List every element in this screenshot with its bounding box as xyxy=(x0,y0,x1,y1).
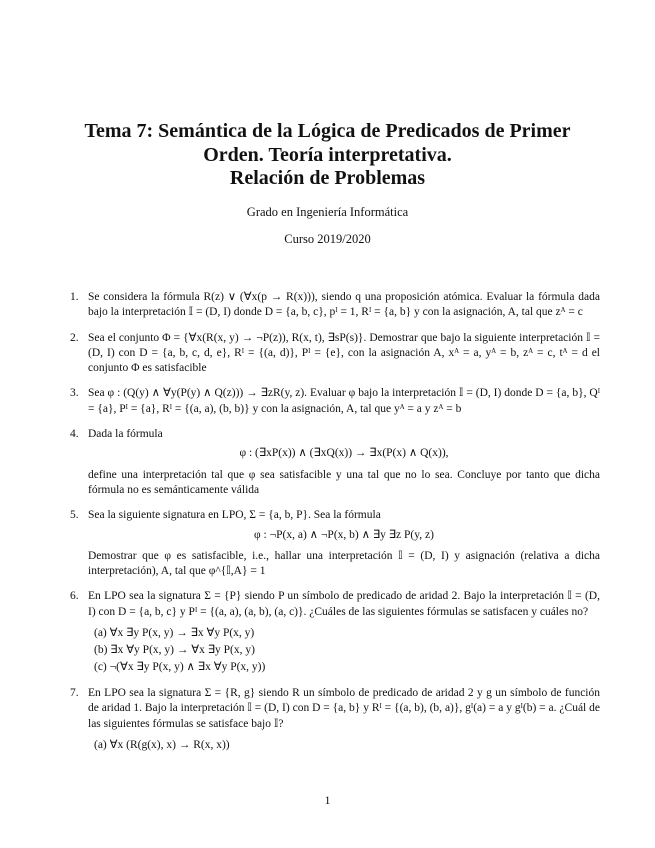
problem-list xyxy=(70,290,600,764)
option-item xyxy=(94,625,600,642)
problem-text-after: Demostrar que φ es satisfacible, i.e., hallar una interpretación 𝕀 = (D, I) y asignación (relativa a dicha interpretación), A, tal que φ^{𝕀,A} = 1 xyxy=(88,549,600,578)
option-list xyxy=(88,625,600,676)
problem-text: Dada la fórmula xyxy=(88,428,163,441)
problem-number: 5. xyxy=(70,509,79,522)
title-line-3: Relación de Problemas xyxy=(229,167,426,189)
option-text: ∀x ∃y P(x, y) → ∃x ∀y P(x, y) xyxy=(109,627,255,640)
problem-text-after: define una interpretación tal que φ sea satisfacible y una tal que no lo sea. Concluye por tanto que dicha fórmula no es semánticamente válida xyxy=(88,468,600,496)
option-label: (a) xyxy=(94,738,107,751)
problem-text: Se considera la fórmula R(z) ∨ (∀x(p → R(x))), siendo q una proposición atómica. Evaluar la fórmula dada bajo la interpretación 𝕀 = (D, I) donde D = {a, b, c}, pᴵ = 1, Rᴵ = {a, b} y con la asignación, A, tal que zᴬ = c xyxy=(88,291,600,319)
option-list xyxy=(88,737,600,754)
problem-5 xyxy=(70,508,600,579)
option-label: (a) xyxy=(94,627,107,640)
problem-number: 1. xyxy=(70,291,79,303)
title-line-2: Orden. Teoría interpretativa. xyxy=(203,143,452,166)
problem-6 xyxy=(70,589,600,676)
course-year: Curso 2019/2020 xyxy=(284,232,371,246)
problem-text: Sea el conjunto Φ = {∀x(R(x, y) → ¬P(z)), R(x, t), ∃sP(s)}. Demostrar que bajo la siguiente interpretación 𝕀 = (D, I) con D = {a, b, c, d, e}, Rᴵ = {(a, d)}, Pᴵ = {e}, con la asignación A, xᴬ = a, yᴬ = b, zᴬ = c, tᴬ = d el conjunto Φ es satisfacible xyxy=(88,331,600,375)
problem-text: En LPO sea la signatura Σ = {P} siendo P un símbolo de predicado de aridad 2. Bajo la interpretación 𝕀 = (D, I) con D = {a, b, c} y Pᴵ = {(a, a), (a, b), (a, c)}. ¿Cuáles de las siguientes fórmulas se satisfacen y cuáles no? xyxy=(88,590,600,618)
option-text: ∀x (R(g(x), x) → R(x, x)) xyxy=(109,738,230,751)
problem-1 xyxy=(70,290,600,321)
problem-number: 3. xyxy=(70,387,79,400)
problem-number: 2. xyxy=(70,331,79,344)
problem-3 xyxy=(70,386,600,417)
option-item xyxy=(94,659,600,676)
problem-text: En LPO sea la signatura Σ = {R, g} siendo R un símbolo de predicado de aridad 2 y g un símbolo de función de aridad 1. Bajo la interpretación 𝕀 = (D, I) con D = {a, b} y Rᴵ = {(a, b), (b, a)}, gᴵ(a) = a y gᴵ(b) = a. ¿Cuál de las siguientes fórmulas se satisface bajo 𝕀? xyxy=(88,687,600,730)
option-label: (c) xyxy=(94,661,107,674)
option-text: ∃x ∀y P(x, y) → ∀x ∃y P(x, y) xyxy=(110,644,255,657)
option-label: (b) xyxy=(94,644,108,657)
problem-number: 6. xyxy=(70,590,79,603)
formula-display: φ : ¬P(x, a) ∧ ¬P(x, b) ∧ ∃y ∃z P(y, z) xyxy=(254,528,434,541)
problem-text: Sea la siguiente signatura en LPO, Σ = {a, b, P}. Sea la fórmula xyxy=(88,509,381,522)
problem-7 xyxy=(70,686,600,754)
problem-number: 4. xyxy=(70,428,79,441)
document-title xyxy=(60,120,595,191)
degree-name: Grado en Ingeniería Informática xyxy=(246,205,409,219)
problem-4 xyxy=(70,427,600,498)
formula-display: φ : (∃xP(x)) ∧ (∃xQ(x)) → ∃x(P(x) ∧ Q(x)), xyxy=(239,447,449,460)
title-line-1: Tema 7: Semántica de la Lógica de Predicados de Primer xyxy=(84,120,571,142)
problem-number: 7. xyxy=(70,687,79,700)
option-item xyxy=(94,642,600,659)
problem-2 xyxy=(70,331,600,377)
option-text: ¬(∀x ∃y P(x, y) ∧ ∃x ∀y P(x, y)) xyxy=(109,661,266,674)
problem-text: Sea φ : (Q(y) ∧ ∀y(P(y) ∧ Q(z))) → ∃zR(y, z). Evaluar φ bajo la interpretación 𝕀 = (D, I) donde D = {a, b}, Qᴵ = {a}, Pᴵ = {a}, Rᴵ = {(a, a), (b, b)} y con la asignación, A, tal que yᴬ = a y zᴬ = b xyxy=(88,387,600,415)
page-number: 1 xyxy=(324,793,331,807)
option-item xyxy=(94,737,600,754)
